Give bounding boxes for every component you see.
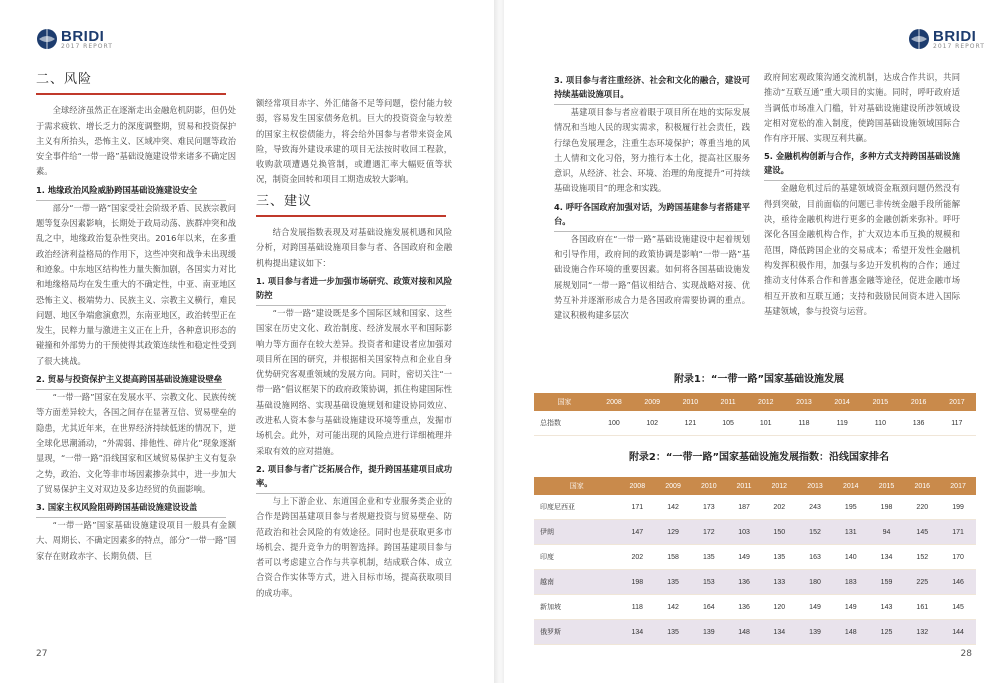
table2-cell: 94 — [869, 520, 905, 545]
table2-cell: 220 — [904, 495, 940, 520]
table2-cell: 143 — [869, 595, 905, 620]
paragraph: “一带一路”国家在发展水平、宗教文化、民族传统等方面差异较大，各国之间存在显著互信、贸易壁垒的隐患，尤其近年来，在世界经济持续低迷的情况下，逆全球化思潮涌动，“外需弱、排他性、碎片化”现象逐渐显现，“一带一路”沿线国家和区域贸易保护主义有复杂之势，政治、文化等非市场因素掺杂其中，进一步加大了贸易保护主义对双边及多边经贸的负面影响。 — [36, 392, 236, 494]
subsection-title: 3. 项目参与者注重经济、社会和文化的融合，建设可持续基础设施项目。 — [554, 75, 750, 99]
paragraph: 政府间宏观政策沟通交流机制，达成合作共识，共同推动“互联互通”重大项目的实施。同时，呼吁政府适当调低市场准入门槛，针对基础设施建设所涉领域设定相对宽松的准入制度，使跨国基础设施领域国际合作有序开展、实现互利共赢。 — [764, 72, 960, 144]
table2-cell: 164 — [691, 595, 727, 620]
paragraph: “一带一路”国家基础设施建设项目一般具有金额大、周期长、不确定因素多的特点，部分“一带一路”国家存在财政赤字、长期负债、巨 — [36, 520, 236, 561]
table1-cell: 118 — [785, 411, 823, 436]
subsection-title: 5. 金融机构创新与合作，多种方式支持跨国基础设施建设。 — [764, 151, 960, 176]
table2-cell: 183 — [833, 570, 869, 595]
table2-column-header: 2014 — [833, 477, 869, 495]
table2-cell: 202 — [761, 495, 797, 520]
table2-cell: 132 — [904, 620, 940, 645]
table2-cell: 120 — [761, 595, 797, 620]
logo-text: BRIDI — [61, 27, 105, 45]
table2-cell: 129 — [655, 520, 691, 545]
table2-cell: 135 — [655, 620, 691, 645]
globe-icon — [36, 28, 58, 50]
table2-column-header: 2012 — [761, 477, 797, 495]
table2-cell: 187 — [727, 495, 762, 520]
logo-text: BRIDI — [933, 27, 977, 45]
table2-cell: 173 — [691, 495, 727, 520]
table2-column-header: 2016 — [904, 477, 940, 495]
table1-column-header: 2017 — [938, 393, 976, 411]
table2-cell: 149 — [727, 545, 762, 570]
table2-cell: 142 — [655, 495, 691, 520]
table2-row — [534, 545, 976, 570]
table2-cell: 149 — [833, 595, 869, 620]
table2-header-row — [534, 477, 976, 495]
table1-column-header: 2011 — [710, 393, 747, 411]
table2-cell: 171 — [940, 520, 976, 545]
table1-cell: 100 — [595, 411, 633, 436]
right-column-1 — [554, 70, 750, 327]
table2-column-header: 2009 — [655, 477, 691, 495]
table2-cell: 131 — [833, 520, 869, 545]
table2-cell: 越南 — [534, 570, 619, 595]
paragraph: 金融危机过后的基建领域资金瓶颈问题仍然没有得到突破，目前面临的问题已非传统金融手段所能解决，亟待金融机构进行更多的金融创新来弥补。呼吁深化各国金融机构合作，扩大双边本币互换的规模和范围，降低跨国企业的交易成本；希望开发性金融机构发挥积极作用，加强与多边开发机构的合作；通过推动支付体系合作和普惠金融等途径，促进金融市场相互开放和互联互通；支持和鼓励民间资本进入国际基建领域，参与投资与运营。 — [764, 183, 960, 316]
page-number: 27 — [36, 649, 48, 659]
right-column-2 — [764, 70, 960, 322]
table1-column-header: 2008 — [595, 393, 633, 411]
table2-cell: 161 — [904, 595, 940, 620]
table2-cell: 136 — [727, 570, 762, 595]
table2-cell: 134 — [761, 620, 797, 645]
table2-row — [534, 570, 976, 595]
table1-column-header: 2010 — [671, 393, 709, 411]
table2-cell: 180 — [797, 570, 833, 595]
table2-title: 附录2：“一带一路”国家基础设施发展指数：沿线国家排名 — [628, 452, 890, 463]
logo-subtext: 2017 REPORT — [933, 42, 985, 50]
table2-row — [534, 495, 976, 520]
table2-cell: 135 — [691, 545, 727, 570]
table2-cell: 198 — [869, 495, 905, 520]
subsection-title: 1. 项目参与者进一步加强市场研究、政策对接和风险防控 — [256, 275, 452, 300]
table2-cell: 145 — [904, 520, 940, 545]
table2-cell: 俄罗斯 — [534, 620, 619, 645]
table2-cell: 150 — [761, 520, 797, 545]
logo-subtext: 2017 REPORT — [61, 42, 113, 50]
table1-column-header: 2012 — [747, 393, 785, 411]
heading-rule — [256, 215, 446, 217]
table2-cell: 135 — [761, 545, 797, 570]
table2-column-header: 2011 — [727, 477, 762, 495]
table2-cell: 202 — [619, 545, 655, 570]
table2-cell: 152 — [904, 545, 940, 570]
paragraph: 各国政府在“一带一路”基础设施建设中起着规划和引导作用，政府间的政策协调是影响“一带一路”基础设施合作环境的重要因素。如何将各国基础设施发展规划同“一带一路”倡议相结合、实现战略对接、优势互补并逐渐形成合力是各国政府需要协调的重点。建议积极构建多层次 — [554, 233, 750, 321]
table2-cell: 136 — [727, 595, 762, 620]
section-heading-risk: 二、风险 — [36, 72, 93, 87]
table2-cell: 171 — [619, 495, 655, 520]
table1 — [534, 393, 976, 436]
table2-cell: 148 — [833, 620, 869, 645]
paragraph: 结合发展指数表现及对基础设施发展机遇和风险分析，对跨国基础设施项目参与者、各国政府和金融机构提出建议如下： — [256, 227, 452, 268]
table1-cell: 102 — [633, 411, 671, 436]
paragraph: 全球经济虽然正在逐渐走出金融危机阴影，但仍处于需求疲软、增长乏力的深度调整期，贸易和投资保护主义有所抬头，恐怖主义、区域冲突、难民问题等政治安全事件给“一带一路”基础设施建设带来诸多不确定因素。 — [36, 105, 236, 177]
table2-row — [534, 520, 976, 545]
table2-column-header: 2015 — [869, 477, 905, 495]
table2-cell: 133 — [761, 570, 797, 595]
subsection-title: 1. 地缘政治风险威胁跨国基础设施建设安全 — [36, 184, 198, 195]
paragraph: 与上下游企业、东道国企业和专业服务类企业的合作是跨国基建项目参与者规避投资与贸易壁垒、防范政治和社会风险的有效途径。同时也是获取更多市场机会、提升竞争力的明智选择。跨国基建项目参与者可以考虑建立合作与共享机制，结成联合体、成立合资合作实体等方式，进入目标市场，提高获取项目的成功率。 — [256, 495, 452, 598]
table2-cell: 103 — [727, 520, 762, 545]
paragraph: “一带一路”建设既是多个国际区域和国家、这些国家在历史文化、政治制度、经济发展水平和国际影响力等方面存在较大差异。投资者和建设者应加强对项目所在国的研究，并根据相关国家特点和企业自身优势研究客观重领域的发展方向。同时，密切关注“一带一路”倡议框架下的政府政策协调，抓住构建国际性基础设施网络、实现基础设施规划和建设协同效应、改进私人资本参与基础设施建设环境等重点，发掘市场机会。此外，对可能出现的风险点进行详细梳理并采取有效的应对措施。 — [256, 307, 452, 456]
table2-cell: 225 — [904, 570, 940, 595]
table2-cell: 195 — [833, 495, 869, 520]
left-column-1 — [36, 66, 236, 567]
table2-cell: 印度 — [534, 545, 619, 570]
table2-cell: 135 — [655, 570, 691, 595]
subsection-title: 2. 贸易与投资保护主义提高跨国基础设施建设壁垒 — [36, 374, 223, 385]
table2-cell: 144 — [940, 620, 976, 645]
table2-cell: 147 — [619, 520, 655, 545]
table2-cell: 148 — [727, 620, 762, 645]
table2-cell: 158 — [655, 545, 691, 570]
report-logo — [908, 28, 985, 50]
paragraph: 额经常项目赤字、外汇储备不足等问题，偿付能力较弱，容易发生国家债务危机。巨大的投资资金与较差的国家主权偿债能力，将会给外国参与者带来资金风险，导致海外建设承建的项目无法按时收回工程款，收购款项遭遇兑换管制，或遭遇汇率大幅贬值等状况，制资金回转和项目工期造成较大影响。 — [256, 98, 452, 185]
table1-cell: 105 — [710, 411, 747, 436]
table2-cell: 163 — [797, 545, 833, 570]
heading-rule — [36, 93, 226, 95]
table2-column-header: 2008 — [619, 477, 655, 495]
table1-column-header: 2014 — [823, 393, 861, 411]
table2-cell: 118 — [619, 595, 655, 620]
table2-cell: 170 — [940, 545, 976, 570]
table2-cell: 139 — [797, 620, 833, 645]
table2-row — [534, 595, 976, 620]
table2-cell: 152 — [797, 520, 833, 545]
table1-cell: 117 — [938, 411, 976, 436]
table2-cell: 146 — [940, 570, 976, 595]
table2-cell: 142 — [655, 595, 691, 620]
table2-cell: 145 — [940, 595, 976, 620]
table2-cell: 243 — [797, 495, 833, 520]
report-logo — [36, 28, 113, 50]
table2-column-header: 国家 — [534, 477, 619, 495]
table2-cell: 140 — [833, 545, 869, 570]
table2-cell: 198 — [619, 570, 655, 595]
table2-column-header: 2013 — [797, 477, 833, 495]
table2-cell: 印度尼西亚 — [534, 495, 619, 520]
subsection-title: 3. 国家主权风险阻碍跨国基础设施建设设盖 — [36, 502, 198, 513]
table1-cell: 110 — [861, 411, 899, 436]
subsection-title: 4. 呼吁各国政府加强对话，为跨国基建参与者搭建平台。 — [554, 201, 750, 226]
table2-cell: 134 — [619, 620, 655, 645]
table1-row — [534, 411, 976, 436]
table1-cell: 121 — [671, 411, 709, 436]
table1-column-header: 2016 — [900, 393, 938, 411]
left-column-2 — [256, 96, 452, 604]
table1-header-row — [534, 393, 976, 411]
table2-cell: 172 — [691, 520, 727, 545]
table2-cell: 134 — [869, 545, 905, 570]
table1-cell: 119 — [823, 411, 861, 436]
table2-cell: 伊朗 — [534, 520, 619, 545]
table1-cell: 总指数 — [534, 411, 595, 436]
table1-cell: 136 — [900, 411, 938, 436]
table2-cell: 新加坡 — [534, 595, 619, 620]
table2-column-header: 2017 — [940, 477, 976, 495]
table1-cell: 101 — [747, 411, 785, 436]
table1-column-header: 2015 — [861, 393, 899, 411]
page-number: 28 — [960, 649, 972, 659]
left-page — [0, 0, 496, 683]
table2-cell: 139 — [691, 620, 727, 645]
table2-cell: 125 — [869, 620, 905, 645]
table2-cell: 199 — [940, 495, 976, 520]
table2-cell: 159 — [869, 570, 905, 595]
subsection-title: 2. 项目参与者广泛拓展合作，提升跨国基建项目成功率。 — [256, 463, 452, 488]
table2-row — [534, 620, 976, 645]
table1-title: 附录1：“一带一路”国家基础设施发展 — [673, 374, 845, 385]
table1-column-header: 2009 — [633, 393, 671, 411]
table2-column-header: 2010 — [691, 477, 727, 495]
table2-cell: 149 — [797, 595, 833, 620]
section-heading-suggestions: 三、建议 — [256, 193, 313, 209]
right-page — [504, 0, 1000, 683]
paragraph: 基建项目参与者应着眼于项目所在地的实际发展情况和当地人民的现实需求，积极履行社会责任，践行绿色发展理念，注重生态环境保护；尊重当地的风土人情和文化习俗，努力推行本土化，提高社区服务意识，从经济、社会、环境、治理的角度提升“可持续基础设施项目”的理念和实践。 — [554, 107, 750, 194]
paragraph: 部分“一带一路”国家受社会阶级矛盾、民族宗教问题等复杂因素影响，长期处于政局动荡、族群冲突和战乱之中，地缘政治复杂性突出。2016年以来，在多重政治经济利益格局的作用下，这些冲突和战争未出现缓和迹象。中东地区结构性力量失衡加剧，各国实力对比和地缘格局均在发生重大的不确定性，中亚、南亚地区恐怖主义、极端势力、民族主义、宗教主义横行，难民问题、地区争端愈演愈烈，东南亚地区，政治转型正在发生，民粹力量与激进主义正在上升，各种意识形态的碰撞和外部势力的干预使得其政策连续性和稳定性受到了很大挑战。 — [36, 202, 236, 366]
globe-icon — [908, 28, 930, 50]
table1-column-header: 2013 — [785, 393, 823, 411]
table2 — [534, 477, 976, 645]
table2-cell: 153 — [691, 570, 727, 595]
table1-column-header: 国家 — [534, 393, 595, 411]
